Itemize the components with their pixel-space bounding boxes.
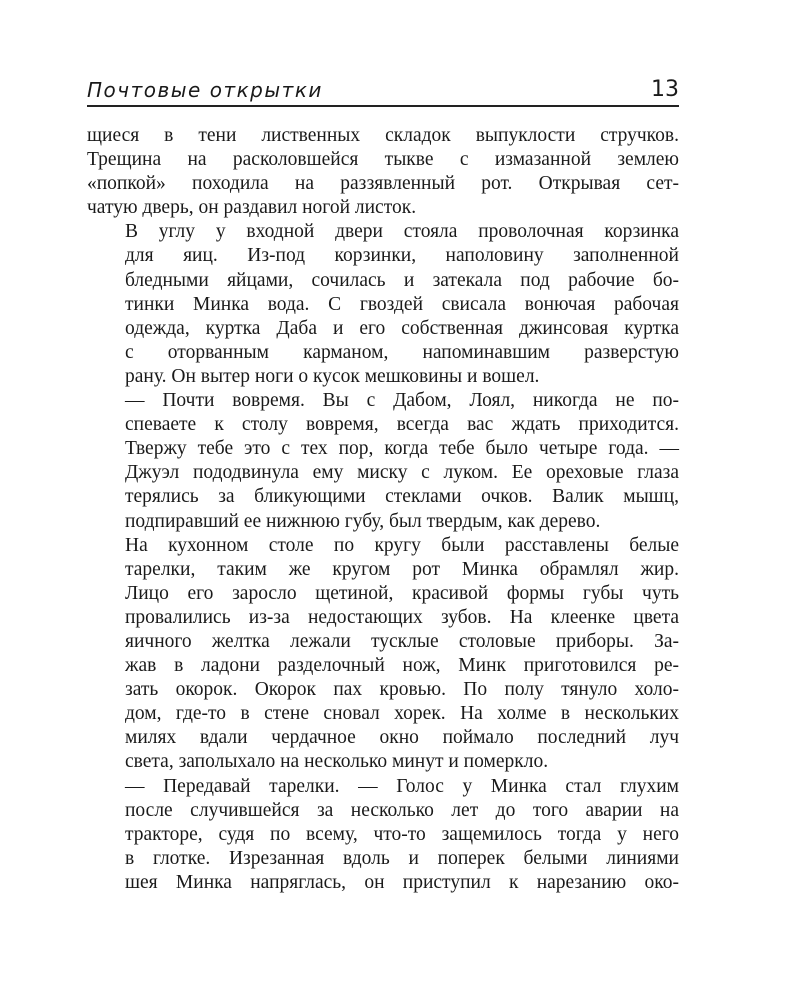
text-line: чатую дверь, он раздавил ногой листок. [87, 197, 417, 219]
text-line: после случившейся за несколько лет до того аварии на [125, 799, 679, 821]
paragraph [87, 775, 679, 895]
text-line: «попкой» походила на раззявленный рот. Открывая сет- [87, 173, 679, 195]
running-title: Почтовые открытки [87, 78, 323, 102]
page-number: 13 [651, 77, 679, 102]
running-header [87, 73, 679, 107]
text-line: шея Минка напряглась, он приступил к нарезанию око- [125, 871, 679, 893]
text-line: света, заполыхало на несколько минут и померкло. [125, 751, 549, 773]
paragraph [87, 124, 679, 220]
text-line: милях вдали чердачное окно поймало последний луч [125, 727, 679, 749]
paragraph [87, 220, 679, 389]
text-line: Джуэл пододвинула ему миску с луком. Ее ореховые глаза [125, 462, 679, 484]
paragraph [87, 534, 679, 775]
text-line: жав в ладони разделочный нож, Минк приготовился ре- [125, 655, 679, 677]
text-line: спеваете к столу вовремя, всегда вас ждать приходится. [125, 414, 679, 436]
text-line: зать окорок. Окорок пах кровью. По полу тянуло холо- [125, 679, 679, 701]
text-line: На кухонном столе по кругу были расставлены белые [125, 534, 679, 556]
text-line: тинки Минка вода. С гвоздей свисала вонючая рабочая [125, 293, 679, 315]
text-line: тракторе, судя по всему, что-то защемилось тогда у него [125, 823, 679, 845]
text-line: В углу у входной двери стояла проволочная корзинка [125, 221, 679, 243]
paragraph [87, 389, 679, 534]
text-line: терялись за бликующими стеклами очков. Валик мышц, [125, 486, 679, 508]
text-line: с оторванным карманом, напоминавшим разверстую [125, 341, 679, 363]
text-line: для яиц. Из-под корзинки, наполовину заполненной [125, 245, 679, 267]
text-line: Твержу тебе это с тех пор, когда тебе было четыре года. — [125, 438, 679, 460]
text-line: провалились из-за недостающих зубов. На клеенке цвета [125, 606, 679, 628]
text-line: — Почти вовремя. Вы с Дабом, Лоял, никогда не по- [125, 390, 679, 412]
text-line: бледными яйцами, сочилась и затекала под рабочие бо- [125, 269, 679, 291]
text-line: рану. Он вытер ноги о кусок мешковины и вошел. [125, 365, 540, 387]
text-line: — Передавай тарелки. — Голос у Минка стал глухим [125, 775, 679, 797]
text-line: Лицо его заросло щетиной, красивой формы губы чуть [125, 582, 679, 604]
text-line: яичного желтка лежали тусклые столовые приборы. За- [125, 630, 679, 652]
text-line: щиеся в тени лиственных складок выпуклости стручков. [87, 125, 679, 146]
text-line: в глотке. Изрезанная вдоль и поперек белыми линиями [125, 847, 679, 869]
text-line: тарелки, таким же кругом рот Минка обрамлял жир. [125, 558, 679, 580]
text-line: подпиравший ее нижнюю губу, был твердым, как дерево. [125, 510, 601, 532]
text-line: Трещина на расколовшейся тыкве с измазанной землею [87, 149, 679, 171]
text-line: дом, где-то в стене сновал хорек. На холме в нескольких [125, 703, 679, 725]
text-line: одежда, куртка Даба и его собственная джинсовая куртка [125, 317, 679, 339]
body-text [87, 124, 679, 895]
